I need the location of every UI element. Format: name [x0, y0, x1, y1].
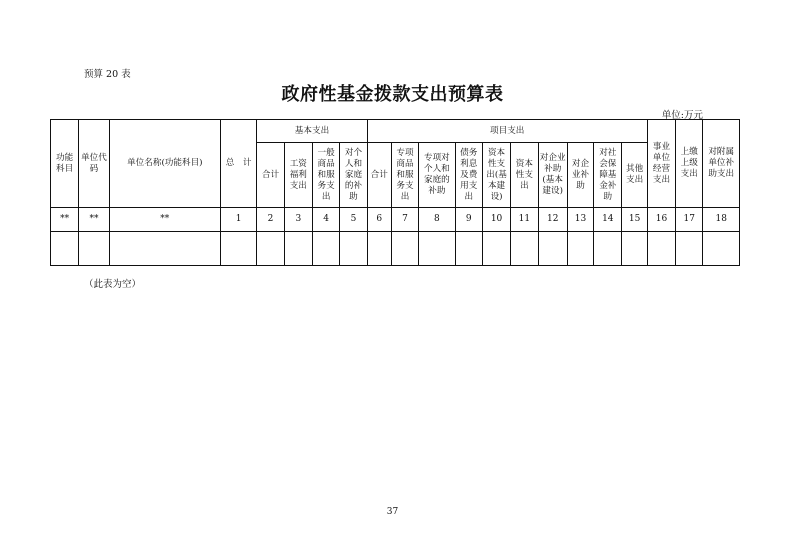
header-project-col: 资本性支出(基本建设)	[482, 143, 510, 208]
header-project-col: 其他支出	[622, 143, 647, 208]
unit-label: 单位:万元	[661, 110, 703, 121]
index-cell: 10	[482, 208, 510, 232]
index-cell: 1	[220, 208, 256, 232]
form-number: 预算 20 表	[84, 69, 131, 80]
empty-cell	[538, 232, 567, 266]
header-basic-col: 工资福利支出	[284, 143, 312, 208]
index-cell: 18	[703, 208, 740, 232]
header-project-col: 债务利息及费用支出	[455, 143, 482, 208]
page-number: 37	[386, 507, 399, 517]
empty-cell	[703, 232, 740, 266]
index-cell: 14	[594, 208, 622, 232]
header-subsidy: 对附属单位补助支出	[703, 120, 740, 208]
index-cell: **	[109, 208, 220, 232]
budget-table	[50, 119, 740, 266]
empty-cell	[109, 232, 220, 266]
empty-cell	[51, 232, 79, 266]
empty-cell	[647, 232, 675, 266]
header-row-1	[51, 120, 740, 143]
empty-cell	[511, 232, 538, 266]
empty-cell	[482, 232, 510, 266]
empty-cell	[419, 232, 455, 266]
header-project-group: 项目支出	[367, 120, 647, 143]
empty-cell	[567, 232, 593, 266]
empty-cell	[594, 232, 622, 266]
empty-cell	[340, 232, 367, 266]
empty-cell	[79, 232, 109, 266]
index-cell: 2	[257, 208, 284, 232]
header-func-subject: 功能科目	[51, 120, 79, 208]
empty-cell	[676, 232, 703, 266]
index-cell: 4	[312, 208, 339, 232]
header-upper-submit: 上缴上级支出	[676, 120, 703, 208]
header-unit-name: 单位名称(功能科目)	[109, 120, 220, 208]
header-total: 总 计	[220, 120, 256, 208]
index-cell: 16	[647, 208, 675, 232]
empty-cell	[455, 232, 482, 266]
header-basic-col: 合计	[257, 143, 284, 208]
index-cell: 6	[367, 208, 391, 232]
header-basic-col: 一般商品和服务支出	[312, 143, 339, 208]
empty-data-row	[51, 232, 740, 266]
header-basic-col: 对个人和家庭的补助	[340, 143, 367, 208]
index-cell: 8	[419, 208, 455, 232]
empty-cell	[284, 232, 312, 266]
header-enterprise: 事业单位经营支出	[647, 120, 675, 208]
index-cell: 3	[284, 208, 312, 232]
empty-cell	[220, 232, 256, 266]
empty-cell	[312, 232, 339, 266]
index-cell: 17	[676, 208, 703, 232]
empty-cell	[622, 232, 647, 266]
header-unit-code: 单位代码	[79, 120, 109, 208]
index-cell: 9	[455, 208, 482, 232]
index-cell: **	[79, 208, 109, 232]
header-basic-group: 基本支出	[257, 120, 367, 143]
index-cell: 15	[622, 208, 647, 232]
header-project-col: 合计	[367, 143, 391, 208]
header-project-col: 资本性支出	[511, 143, 538, 208]
header-project-col: 对企业补助	[567, 143, 593, 208]
header-project-col: 对企业补助(基本建设)	[538, 143, 567, 208]
index-cell: 12	[538, 208, 567, 232]
empty-table-note: （此表为空）	[84, 279, 142, 290]
header-project-col: 专项对个人和家庭的补助	[419, 143, 455, 208]
empty-cell	[367, 232, 391, 266]
header-project-col: 专项商品和服务支出	[391, 143, 418, 208]
empty-cell	[391, 232, 418, 266]
index-cell: 13	[567, 208, 593, 232]
page-title: 政府性基金拨款支出预算表	[281, 84, 504, 105]
index-row	[51, 208, 740, 232]
header-project-col: 对社会保障基金补助	[594, 143, 622, 208]
index-cell: 5	[340, 208, 367, 232]
empty-cell	[257, 232, 284, 266]
index-cell: 11	[511, 208, 538, 232]
index-cell: 7	[391, 208, 418, 232]
index-cell: **	[51, 208, 79, 232]
